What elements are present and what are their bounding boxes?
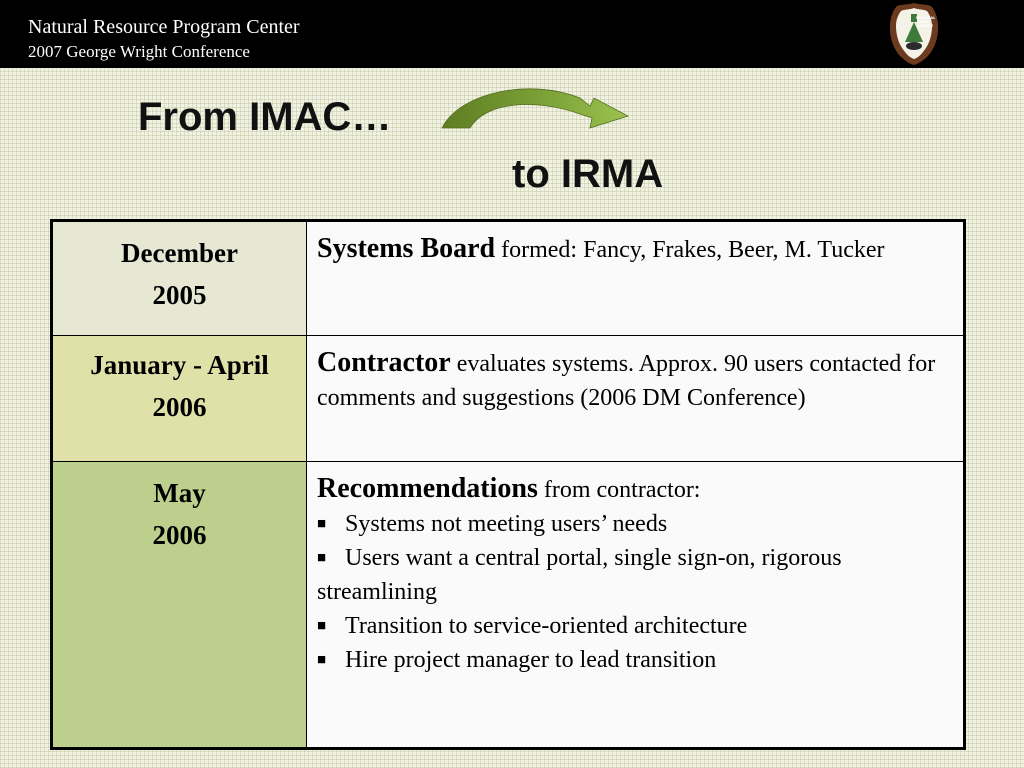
date-line: May — [153, 478, 206, 508]
date-line: December — [121, 238, 238, 268]
date-cell — [52, 462, 307, 749]
date-year: 2005 — [152, 280, 207, 310]
title-from: From IMAC… — [138, 95, 392, 139]
square-bullet-icon: ■ — [317, 652, 327, 668]
date-year: 2006 — [152, 520, 207, 550]
date-year: 2006 — [152, 392, 207, 422]
nps-arrowhead-logo — [887, 2, 941, 66]
bullet-text: Users want a central portal, single sign-on, rigorous streamlining — [317, 545, 842, 605]
description-text: formed: Fancy, Frakes, Beer, M. Tucker — [495, 237, 885, 263]
list-item — [317, 541, 953, 609]
description-cell — [307, 221, 965, 336]
curved-arrow-icon — [440, 84, 636, 134]
bullet-text: Hire project manager to lead transition — [345, 647, 717, 673]
organization-name: Natural Resource Program Center — [28, 16, 300, 38]
date-line: January - April — [90, 350, 269, 380]
table-row — [52, 221, 965, 336]
description-cell — [307, 336, 965, 462]
lead-text: Systems Board — [317, 233, 496, 264]
lead-text: Recommendations — [317, 473, 538, 504]
bullet-text: Transition to service-oriented architecture — [345, 613, 748, 639]
date-cell — [52, 336, 307, 462]
logo-text-national: NATIONAL — [916, 16, 936, 20]
logo-text-park: PARK — [918, 20, 929, 24]
description-cell — [307, 462, 965, 749]
table-row — [52, 462, 965, 749]
square-bullet-icon: ■ — [317, 618, 327, 634]
list-item — [317, 609, 953, 643]
square-bullet-icon: ■ — [317, 516, 327, 532]
title-to: to IRMA — [512, 152, 664, 196]
list-item — [317, 643, 953, 677]
date-cell — [52, 221, 307, 336]
square-bullet-icon: ■ — [317, 550, 327, 566]
bullet-text: Systems not meeting users’ needs — [345, 511, 668, 537]
description-text: evaluates systems. Approx. 90 users contacted for comments and suggestions (2006 DM Conference) — [317, 351, 936, 411]
slide-header — [0, 0, 1024, 68]
logo-text-service: SERVICE — [917, 24, 934, 28]
list-item — [317, 507, 953, 541]
table-row — [52, 336, 965, 462]
timeline-table — [50, 219, 966, 750]
conference-name: 2007 George Wright Conference — [28, 42, 250, 61]
lead-text: Contractor — [317, 347, 451, 378]
description-text: from contractor: — [537, 477, 701, 503]
